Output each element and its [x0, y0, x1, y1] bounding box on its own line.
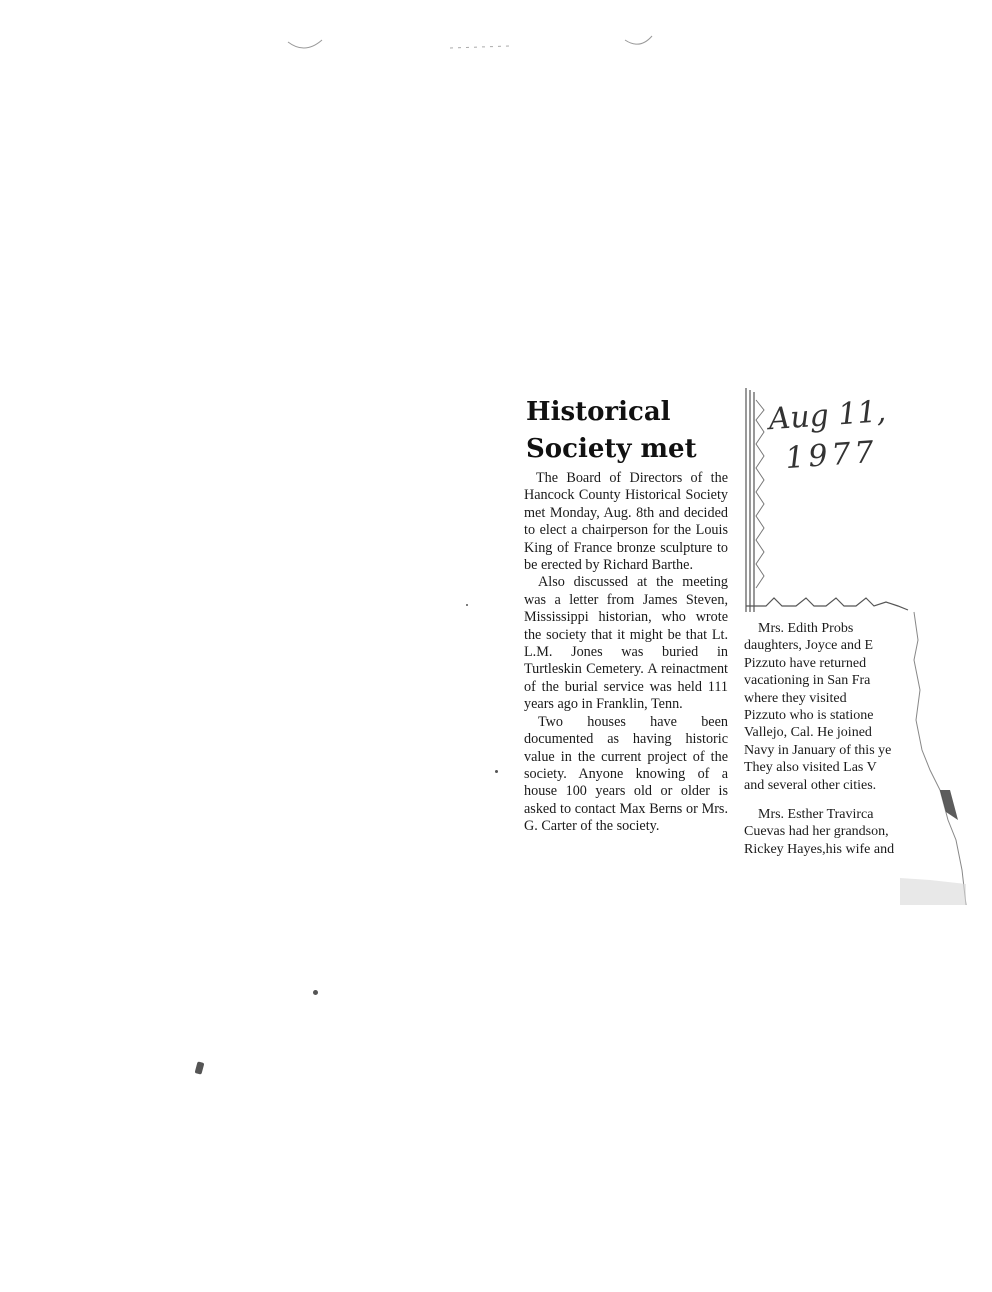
headline-line-1: Historical: [526, 397, 671, 427]
adjacent-line: Vallejo, Cal. He joined: [744, 725, 872, 741]
handwritten-date-line-2: 1977: [784, 434, 879, 477]
article-paragraph: Two houses have been documented as having historic value in the current project of the society. Anyone knowing of a house 100 years old or older is asked to contact Max Berns or Mrs. G. Carter of the society.: [524, 713, 728, 835]
headline-line-2: Society met: [526, 434, 697, 464]
adjacent-line: vacationing in San Fra: [744, 673, 871, 689]
adjacent-paragraph: [744, 620, 914, 794]
article-headline: [526, 394, 736, 468]
adjacent-paragraph: [744, 806, 914, 858]
adjacent-column: [744, 620, 914, 870]
adjacent-line: where they visited: [744, 690, 847, 706]
article-paragraph: Also discussed at the meeting was a letter from James Steven, Mississippi historian, who wrote the society that it might be that Lt. L.M. Jones was buried in Turtleskin Cemetery. A reinactment of the burial service was held 111 years ago in Franklin, Tenn.: [524, 574, 728, 713]
adjacent-line: Mrs. Esther Travirca: [758, 807, 874, 823]
adjacent-line: daughters, Joyce and E: [744, 638, 874, 654]
adjacent-line: Pizzuto have returned: [744, 655, 867, 671]
handwritten-date: [767, 392, 892, 480]
adjacent-line: Cuevas had her grandson,: [744, 824, 889, 840]
adjacent-line: They also visited Las V: [744, 760, 877, 776]
article-body: [524, 470, 728, 836]
adjacent-line: Rickey Hayes,his wife and: [744, 841, 895, 857]
adjacent-line: and several other cities.: [744, 777, 877, 793]
handwritten-date-line-1: Aug 11,: [767, 394, 888, 438]
adjacent-line: Pizzuto who is statione: [744, 708, 874, 724]
adjacent-line: Navy in January of this ye: [744, 742, 892, 758]
adjacent-line: Mrs. Edith Probs: [758, 621, 854, 636]
article-paragraph: The Board of Directors of the Hancock County Historical Society met Monday, Aug. 8th and decided to elect a chairperson for the Louis King of France bronze sculpture to be erected by Richard Barthe.: [524, 470, 728, 574]
